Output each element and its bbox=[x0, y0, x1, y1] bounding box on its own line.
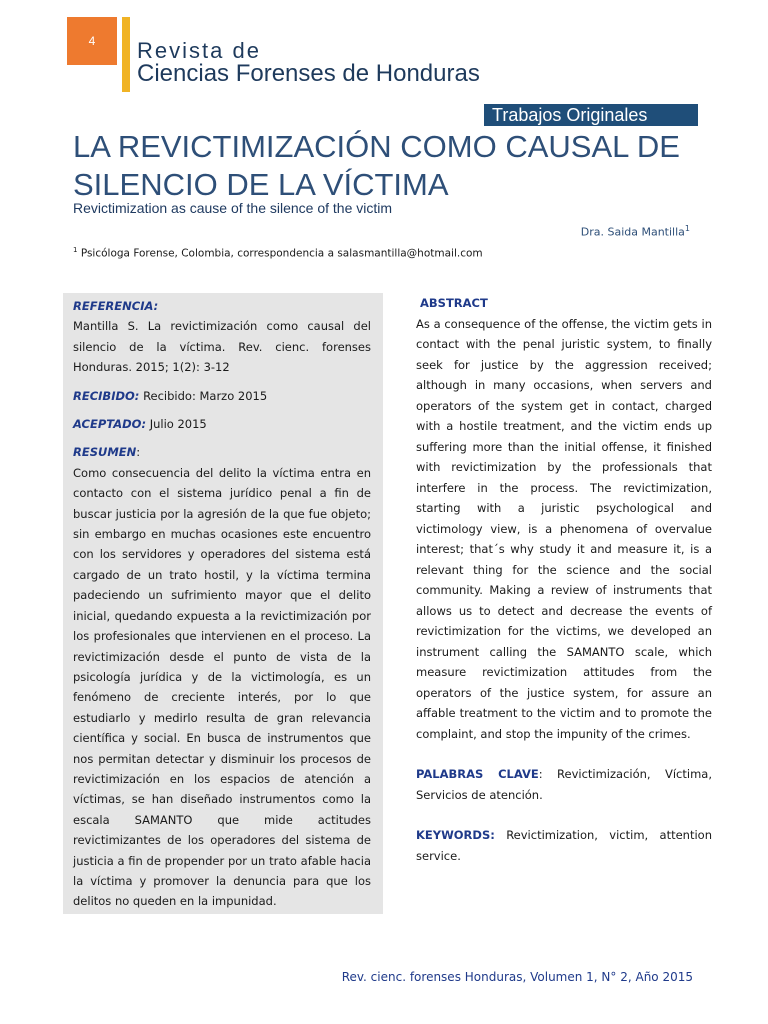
recibido-text: Recibido: Marzo 2015 bbox=[143, 388, 268, 403]
keywords-label: KEYWORDS: bbox=[416, 828, 495, 842]
palabras-clave-text: : Revictimización, Víctima, Servicios de atención. bbox=[416, 767, 712, 802]
recibido-label: RECIBIDO: bbox=[73, 388, 140, 403]
referencia-text: Mantilla S. La revictimización como causal del silencio de la víctima. Rev. cienc. forenses Honduras. 2015; 1(2): 3-12 bbox=[73, 319, 371, 375]
abstract-heading: ABSTRACT bbox=[420, 296, 488, 310]
abstract-column bbox=[416, 293, 712, 866]
author-footnote-mark: 1 bbox=[684, 224, 690, 233]
affiliation-text: Psicóloga Forense, Colombia, correspondencia a salasmantilla@hotmail.com bbox=[80, 247, 483, 260]
resumen-text: Como consecuencia del delito la víctima entra en contacto con el sistema jurídico penal a fin de buscar justicia por la agresión de la que fue objeto; sin embargo en muchas ocasiones este encuentro con los servidores y operadores del sistema está cargado de un trato hostil, y la víctima termina padeciendo un sufrimiento mayor que el delito inicial, quedando expuesta a la revictimización por los profesionales que intervienen en el proceso. La revictimización desde el punto de vista de la psicología jurídica y de la victimología, es un fenómeno de creciente interés, por lo que estudiarlo y medirlo resulta de gran relevancia científica y social. En busca de instrumentos que nos permitan detectar y disminuir los procesos de revictimización en los espacios de atención a víctimas, se han diseñado instrumentos como la escala SAMANTO que mide actitudes revictimizantes de los operadores del sistema de justicia a fin de propender por un trato afable hacia la víctima y promover la denuncia para que los delitos no queden en la impunidad. bbox=[73, 465, 371, 909]
recibido-block bbox=[73, 386, 371, 406]
keywords-text: Revictimization, victim, attention service. bbox=[416, 828, 712, 863]
referencia-label: REFERENCIA: bbox=[73, 299, 159, 313]
article-subtitle: Revictimization as cause of the silence of the victim bbox=[73, 200, 393, 216]
author-line bbox=[581, 224, 690, 239]
affiliation-note bbox=[73, 246, 483, 260]
page-number: 4 bbox=[88, 34, 96, 48]
keywords-block bbox=[416, 825, 712, 866]
resumen-heading bbox=[73, 442, 371, 462]
palabras-clave-label: PALABRAS CLAVE bbox=[416, 767, 539, 781]
aceptado-block bbox=[73, 414, 371, 434]
journal-name-line2: Ciencias Forenses de Honduras bbox=[137, 60, 480, 87]
article-title: LA REVICTIMIZACIÓN COMO CAUSAL DE SILENCIO DE LA VÍCTIMA bbox=[73, 129, 680, 202]
author-name: Dra. Saida Mantilla bbox=[580, 225, 685, 239]
affiliation-footnote-mark: 1 bbox=[73, 246, 78, 254]
section-tag: Trabajos Originales bbox=[484, 104, 698, 126]
aceptado-text: Julio 2015 bbox=[149, 417, 207, 432]
palabras-clave-block bbox=[416, 764, 712, 805]
resumen-colon: : bbox=[136, 445, 141, 460]
abstract-text: As a consequence of the offense, the victim gets in contact with the penal juristic system, to finally seek for justice by the aggression received; although in many occasions, when servers and operators of the system get in contact, charged with a hostile treatment, and the victim ends up suffering more than the initial offense, it finished with revictimization by the professionals that interfere in the process. The revictimization, starting with a juristic psychological and victimology view, is a phenomena of overvalue interest; that´s why study it and measure it, is a relevant thing for the science and the social community. Making a review of instruments that allows us to detect and decrease the events of revictimization for the victims, we developed an instrument calling the SAMANTO scale, which measure revictimization attitudes from the operators of the justice system, for assure an affable treatment to the victim and to promote the complaint, and stop the impunity of the crimes. bbox=[416, 316, 712, 741]
page-number-box bbox=[67, 17, 117, 65]
summary-panel bbox=[63, 293, 383, 914]
footer-citation: Rev. cienc. forenses Honduras, Volumen 1, N° 2, Año 2015 bbox=[341, 970, 693, 984]
journal-name-line1: Revista de bbox=[137, 38, 261, 63]
aceptado-label: ACEPTADO: bbox=[73, 417, 147, 432]
resumen-label: RESUMEN bbox=[73, 445, 137, 460]
header-accent-bar bbox=[122, 17, 130, 92]
